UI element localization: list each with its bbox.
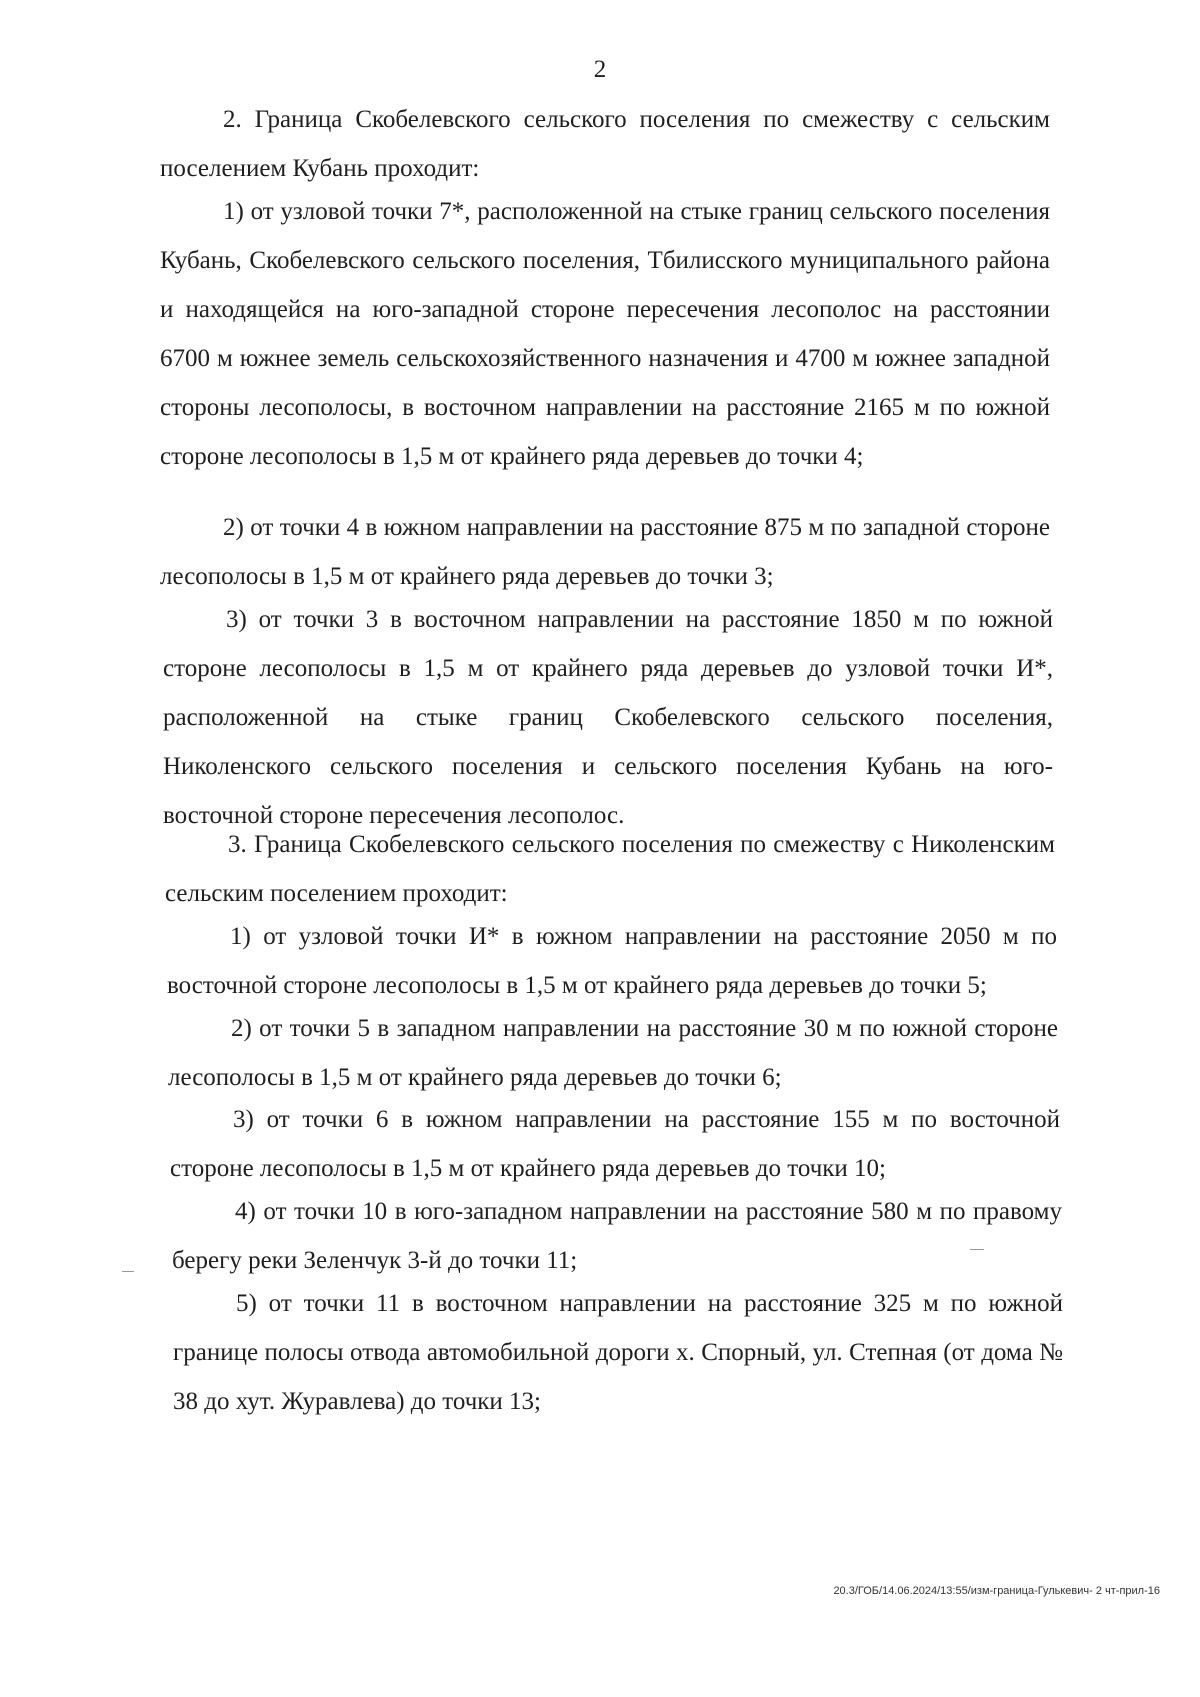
paragraph-3-item-3: 3) от точки 6 в южном направлении на расстояние 155 м по восточной стороне лесополосы в 1,5 м от крайнего ряда деревьев до точки 10; <box>170 1106 1060 1182</box>
paragraph-3-item-4: 4) от точки 10 в юго-западном направлении на расстояние 580 м по правому берегу реки Зеленчук 3-й до точки 11; <box>172 1198 1062 1274</box>
document-footer-code: 20.3/ГОБ/14.06.2024/13:55/изм-граница-Гулькевич- 2 чт-прил-16 <box>833 1585 1160 1597</box>
paragraph-3-item-2: 2) от точки 5 в западном направлении на расстояние 30 м по южной стороне лесополосы в 1,5 м от крайнего ряда деревьев до точки 6; <box>168 1015 1058 1091</box>
paragraph-2-item-1: 1) от узловой точки 7*, расположенной на стыке границ сельского поселения Кубань, Скобелевского сельского поселения, Тбилисского муниципального района и находящейся на юго-западной стороне пересечения лесополос на расстоянии 6700 м южнее земель сельскохозяйственного назначения и 4700 м южнее западной стороны лесополосы, в восточном направлении на расстояние 2165 м по южной стороне лесополосы в 1,5 м от крайнего ряда деревьев до точки 4; <box>160 198 1050 470</box>
scan-speck <box>970 1249 984 1250</box>
paragraph-2-item-2: 2) от точки 4 в южном направлении на расстояние 875 м по западной стороне лесополосы в 1,5 м от крайнего ряда деревьев до точки 3; <box>160 514 1050 590</box>
paragraph-2-item-3: 3) от точки 3 в восточном направлении на расстояние 1850 м по южной стороне лесополосы в 1,5 м от крайнего ряда деревьев до узловой точки И*, расположенной на стыке границ Скобелевского сельского поселения, Николенского сельского поселения и сельского поселения Кубань на юго-восточной стороне пересечения лесополос. <box>163 606 1053 829</box>
paragraph-3-item-5: 5) от точки 11 в восточном направлении на расстояние 325 м по южной границе полосы отвода автомобильной дороги х. Спорный, ул. Степная (от дома № 38 до хут. Журавлева) до точки 13; <box>173 1290 1063 1415</box>
scan-speck <box>122 1271 134 1272</box>
paragraph-section-3-heading: 3. Граница Скобелевского сельского поселения по смежеству с Николенским сельским поселением проходит: <box>165 831 1055 907</box>
page-number: 2 <box>593 56 607 83</box>
paragraph-3-item-1: 1) от узловой точки И* в южном направлении на расстояние 2050 м по восточной стороне лесополосы в 1,5 м от крайнего ряда деревьев до точки 5; <box>167 923 1057 999</box>
paragraph-section-2-heading: 2. Граница Скобелевского сельского поселения по смежеству с сельским поселением Кубань проходит: <box>160 106 1050 182</box>
